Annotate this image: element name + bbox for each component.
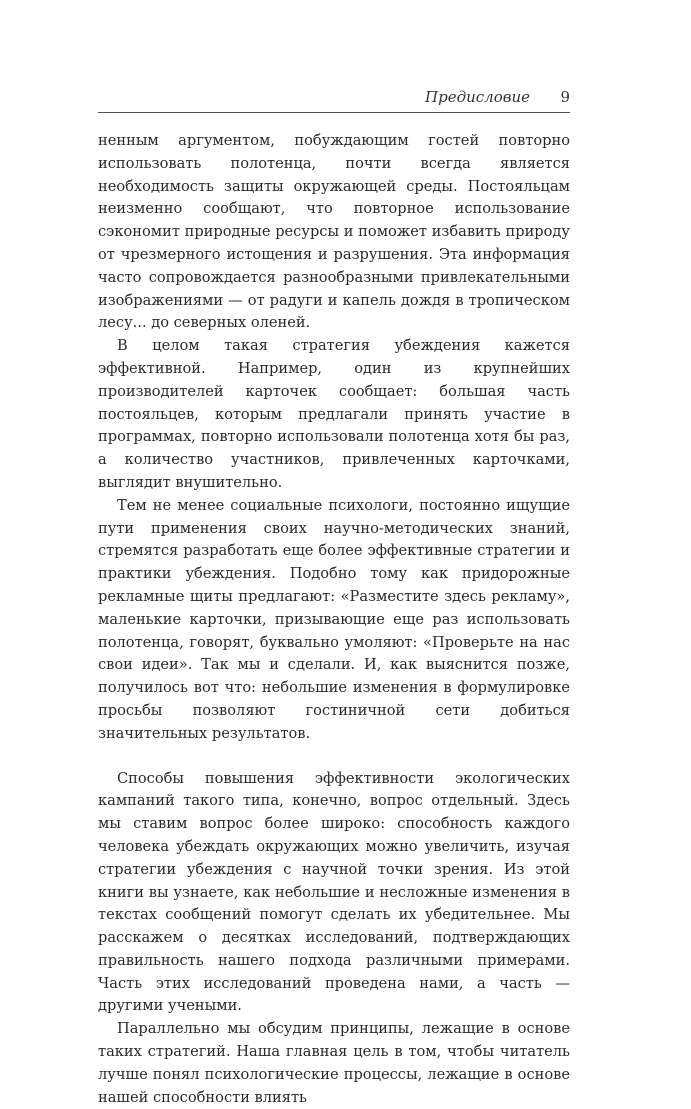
paragraph: В целом такая стратегия убеждения кажется эффективной. Например, один из крупнейших производителей карточек сообщает: большая часть постояльцев, которым предлагали принять участие в программах, повторно использовали полотенца хотя бы раз, а количество участников, привлеченных карточками, выглядит внушительно.	[98, 337, 570, 491]
body-text	[98, 130, 570, 1109]
paragraph: Тем не менее социальные психологи, постоянно ищущие пути применения своих научно-методических знаний, стремятся разработать еще более эффективные стратегии и практики убеждения. Подобно тому как придорожные рекламные щиты предлагают: «Разместите здесь рекламу», маленькие карточки, призывающие еще раз использовать полотенца, говорят, буквально умоляют: «Проверьте на нас свои идеи». Так мы и сделали. И, как выяснится позже, получилось вот что: небольшие изменения в формулировке просьбы позволяют гостиничной сети добиться значительных результатов.	[98, 496, 570, 742]
running-title: Предисловие	[425, 88, 530, 106]
page-number: 9	[560, 88, 570, 106]
paragraph: Параллельно мы обсудим принципы, лежащие в основе таких стратегий. Наша главная цель в том, чтобы читатель лучше понял психологические процессы, лежащие в основе нашей способности влиять	[98, 1020, 570, 1106]
paragraph-continuation: ненным аргументом, побуждающим гостей повторно использовать полотенца, почти всегда является необходимость защиты окружающей среды. Постояльцам неизменно сообщают, что повторное использование сэкономит природные ресурсы и поможет избавить природу от чрезмерного истощения и разрушения. Эта информация часто сопровождается разнообразными привлекательными изображениями — от радуги и капель дождя в тропическом лесу... до северных оленей.	[98, 132, 570, 332]
page-header	[98, 86, 570, 116]
header-rule	[98, 112, 570, 113]
paragraph: Способы повышения эффективности экологических кампаний такого типа, конечно, вопрос отдельный. Здесь мы ставим вопрос более широко: способность каждого человека убеждать окружающих можно увеличить, изучая стратегии убеждения с научной точки зрения. Из этой книги вы узнаете, как небольшие и несложные изменения в текстах сообщений помогут сделать их убедительнее. Мы расскажем о десятках исследований, подтверждающих правильность нашего подхода различными примерами. Часть этих исследований проведена нами, а часть — другими учеными.	[98, 769, 570, 1015]
